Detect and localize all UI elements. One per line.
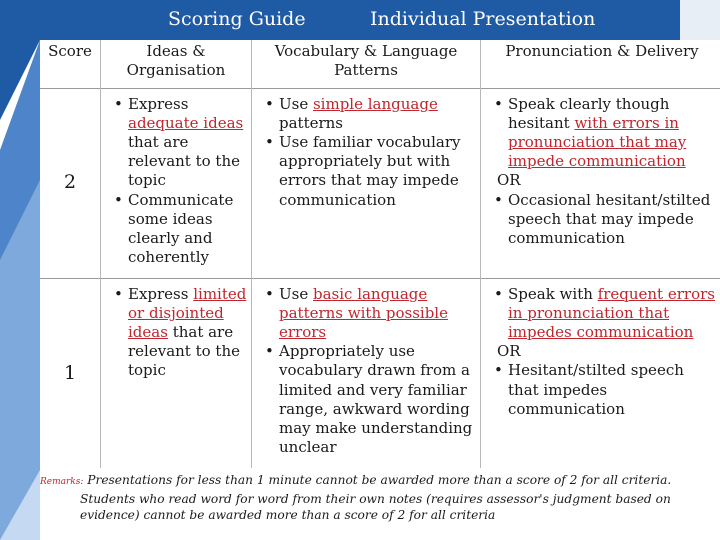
table-header-row <box>40 40 720 88</box>
emphasis-text: adequate ideas <box>128 113 244 132</box>
remarks <box>40 472 720 524</box>
score-value: 1 <box>63 361 77 384</box>
remarks-label: Remarks: <box>40 477 84 487</box>
or-text: OR <box>497 342 521 361</box>
list-item: • Use familiar vocabulary appropriately but with errors that may impede communication <box>262 133 476 210</box>
list-item: • Speak clearly though hesitant with errors in pronunciation that may impede communication <box>491 95 719 172</box>
score-value: 2 <box>63 171 77 194</box>
emphasis-text: with errors in pronunciation that may impede communication <box>508 113 687 171</box>
emphasis-text: simple language <box>312 94 438 113</box>
vocab-cell <box>252 88 481 278</box>
list-item: • Use simple language patterns <box>262 95 476 133</box>
emphasis-text: limited or disjointed ideas <box>128 284 247 341</box>
list-item: • Appropriately use vocabulary drawn from a limited and very familiar range, awkward wording may make understanding unclear <box>262 342 476 457</box>
header-vocab: Vocabulary & Language Patterns <box>252 40 481 88</box>
or-text: OR <box>497 171 521 190</box>
list-item: • Communicate some ideas clearly and coherently <box>111 191 247 268</box>
ideas-cell <box>101 88 252 278</box>
emphasis-text: basic language patterns with possible errors <box>279 284 448 341</box>
list-item: • Hesitant/stilted speech that impedes communication <box>491 361 719 419</box>
vocab-cell <box>252 278 481 468</box>
scoring-table <box>40 40 720 468</box>
list-item: • Speak with frequent errors in pronunciation that impedes communication <box>491 285 719 343</box>
ideas-cell <box>101 278 252 468</box>
header-score: Score <box>48 42 92 60</box>
header-pron: Pronunciation & Delivery <box>481 40 720 88</box>
header-ideas: Ideas & Organisation <box>101 40 252 88</box>
remarks-line-2: Students who read word for word from their own notes (requires assessor's judgment based on evidence) cannot be awarded more than a score of 2 for all criteria <box>80 491 671 522</box>
table-row <box>40 88 720 278</box>
header-individual-presentation: Individual Presentation <box>370 8 596 30</box>
pron-cell <box>481 278 720 468</box>
list-item: • Express limited or disjointed ideas that are relevant to the topic <box>111 285 247 381</box>
list-item: • Occasional hesitant/stilted speech that may impede communication <box>491 191 719 249</box>
list-item: • Use basic language patterns with possible errors <box>262 285 476 343</box>
table-row <box>40 278 720 468</box>
emphasis-text: frequent errors in pronunciation that impedes communication <box>508 284 715 341</box>
pron-cell <box>481 88 720 278</box>
remarks-line-1: Remarks: Presentations for less than 1 minute cannot be awarded more than a score of 2 for all criteria. <box>40 473 672 487</box>
header-scoring-guide: Scoring Guide <box>168 8 306 30</box>
list-item: • Express adequate ideas that are relevant to the topic <box>111 95 247 191</box>
